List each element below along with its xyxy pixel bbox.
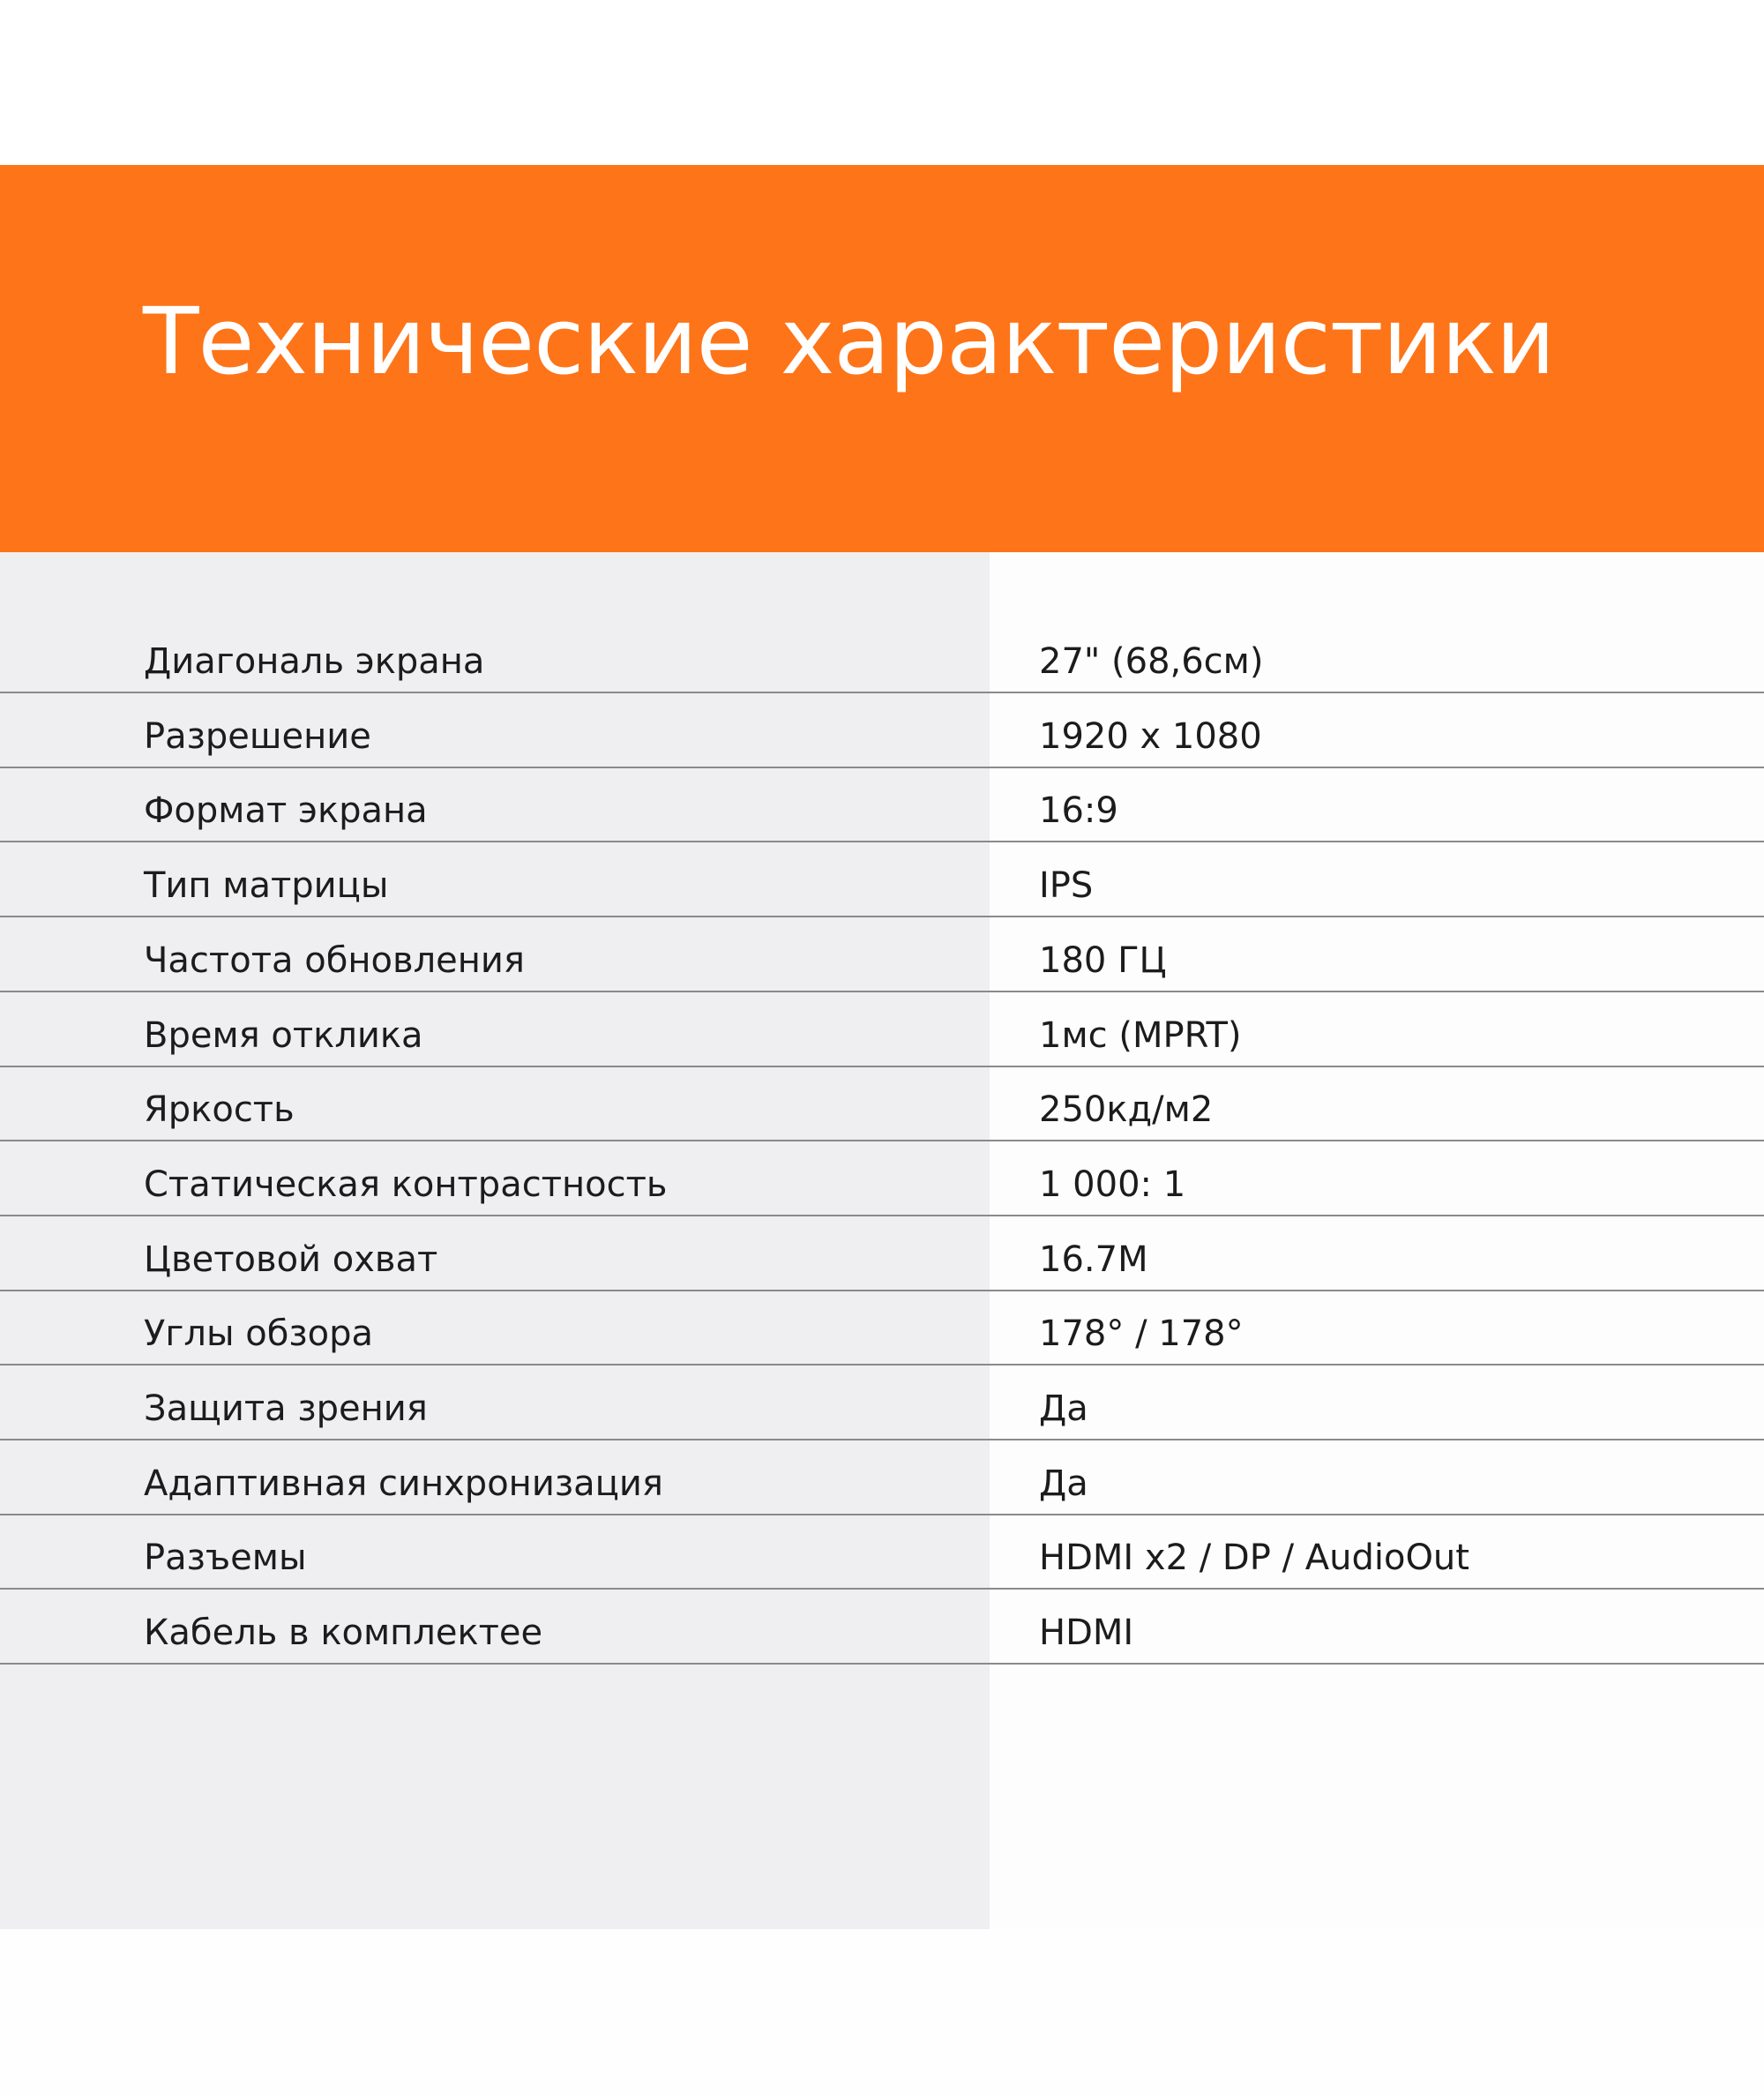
spec-label: Углы обзора <box>144 1313 374 1355</box>
row-divider <box>0 1140 1764 1141</box>
spec-row <box>0 1238 1764 1313</box>
row-divider <box>0 1588 1764 1590</box>
spec-value: Да <box>1039 1463 1088 1504</box>
spec-row <box>0 789 1764 864</box>
spec-label: Диагональ экрана <box>144 641 485 682</box>
spec-value: 178° / 178° <box>1039 1313 1244 1355</box>
spec-label: Тип матрицы <box>144 865 389 907</box>
spec-value: IPS <box>1039 865 1094 907</box>
spec-value: 27" (68,6см) <box>1039 641 1264 682</box>
spec-value: 1920 x 1080 <box>1039 715 1262 757</box>
spec-label: Разъемы <box>144 1538 307 1579</box>
spec-row <box>0 1537 1764 1612</box>
spec-label: Разрешение <box>144 715 371 757</box>
page-title: Технические характеристики <box>143 288 1555 395</box>
row-divider <box>0 1663 1764 1665</box>
top-margin <box>0 0 1764 165</box>
spec-value: 16.7M <box>1039 1238 1148 1280</box>
spec-row <box>0 715 1764 790</box>
spec-value: Да <box>1039 1388 1088 1429</box>
row-divider <box>0 692 1764 693</box>
row-divider <box>0 841 1764 842</box>
spec-row <box>0 939 1764 1014</box>
row-divider <box>0 1066 1764 1067</box>
row-divider <box>0 767 1764 768</box>
spec-label: Время отклика <box>144 1014 423 1056</box>
spec-label: Частота обновления <box>144 939 525 981</box>
row-divider <box>0 1215 1764 1216</box>
spec-value: 1 000: 1 <box>1039 1163 1186 1205</box>
spec-value: 180 ГЦ <box>1039 939 1167 981</box>
spec-label: Статическая контрастность <box>144 1163 668 1205</box>
row-divider <box>0 1290 1764 1291</box>
spec-table <box>0 552 1764 1929</box>
row-divider <box>0 1439 1764 1440</box>
spec-row <box>0 1612 1764 1687</box>
row-divider <box>0 1364 1764 1365</box>
spec-value: 250кд/м2 <box>1039 1089 1214 1131</box>
spec-label: Цветовой охват <box>144 1238 438 1280</box>
row-divider <box>0 1514 1764 1515</box>
spec-label: Адаптивная синхронизация <box>144 1463 663 1504</box>
spec-row <box>0 1014 1764 1089</box>
spec-row <box>0 640 1764 715</box>
spec-row <box>0 1463 1764 1538</box>
spec-value: 16:9 <box>1039 790 1118 832</box>
spec-label: Яркость <box>144 1089 295 1131</box>
spec-row <box>0 1089 1764 1163</box>
spec-value: HDMI <box>1039 1612 1134 1654</box>
spec-label: Формат экрана <box>144 790 428 832</box>
spec-row <box>0 1163 1764 1238</box>
spec-value: 1мс (MPRT) <box>1039 1014 1242 1056</box>
spec-row <box>0 864 1764 939</box>
row-divider <box>0 991 1764 992</box>
spec-label: Защита зрения <box>144 1388 428 1429</box>
spec-label: Кабель в комплектее <box>144 1612 543 1654</box>
spec-row <box>0 1388 1764 1463</box>
spec-value: HDMI x2 / DP / AudioOut <box>1039 1538 1469 1579</box>
spec-row <box>0 1313 1764 1388</box>
row-divider <box>0 916 1764 917</box>
